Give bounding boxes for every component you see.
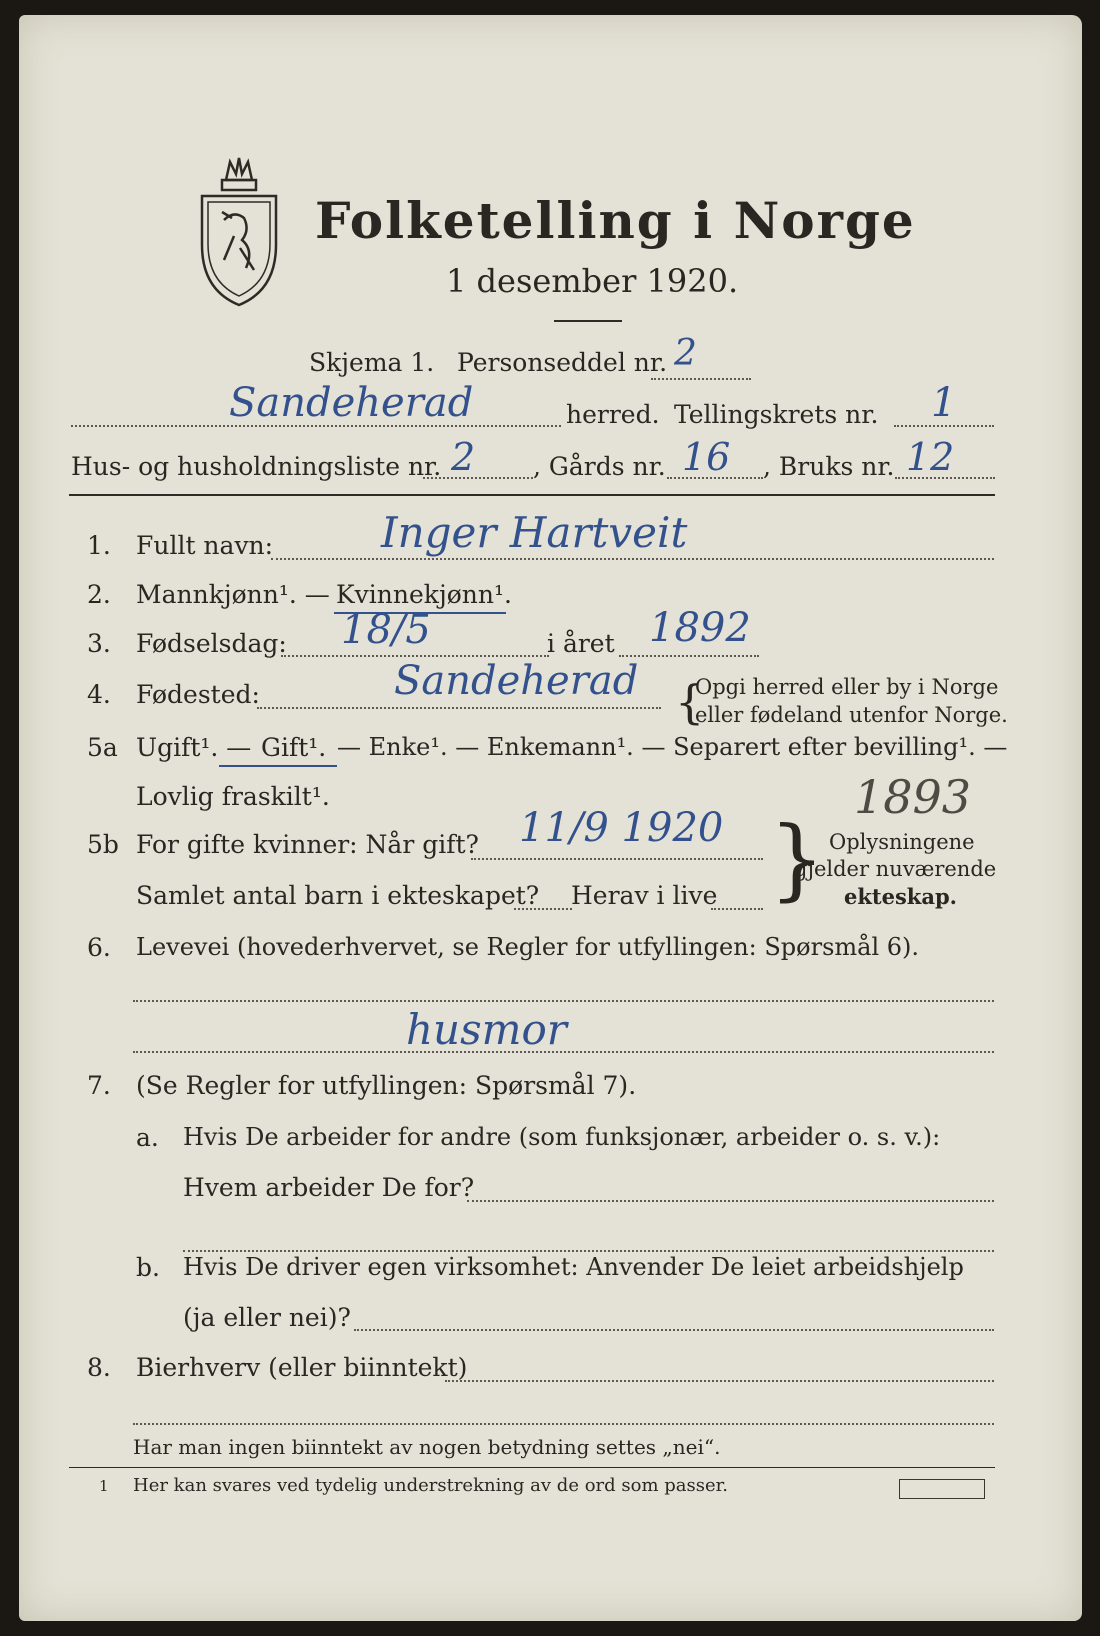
q4-label: Fødested: bbox=[136, 680, 260, 709]
q2-number: 2. bbox=[87, 580, 111, 609]
personseddel-label: Personseddel nr. bbox=[457, 348, 668, 377]
q1-line bbox=[271, 558, 994, 560]
printer-stamp bbox=[899, 1479, 985, 1499]
q7a-sub: Hvem arbeider De for? bbox=[183, 1173, 475, 1202]
q6-label: Levevei (hovederhvervet, se Regler for utfyllingen: Spørsmål 6). bbox=[136, 933, 920, 961]
q7b-line bbox=[354, 1329, 994, 1331]
q6-line1 bbox=[133, 1000, 994, 1002]
herred-label: herred. bbox=[566, 400, 660, 429]
q3-label: Fødselsdag: bbox=[136, 629, 287, 658]
q5b-alive-label: Herav i live bbox=[571, 881, 718, 910]
q5b-number: 5b bbox=[87, 830, 119, 859]
herred-value: Sandeherad bbox=[229, 380, 474, 426]
q5a-gift: Gift¹. bbox=[261, 733, 327, 762]
personseddel-line bbox=[651, 378, 751, 380]
q1-value: Inger Hartveit bbox=[381, 508, 688, 557]
bruks-value: 12 bbox=[906, 435, 955, 479]
q3-year-label: i året bbox=[547, 629, 615, 658]
tellingskrets-label: Tellingskrets nr. bbox=[674, 400, 879, 429]
q5b-brace: } bbox=[769, 807, 825, 910]
q5b-children-line bbox=[514, 908, 572, 910]
q5a-margin-note: 1893 bbox=[854, 770, 972, 824]
header-rule bbox=[69, 494, 995, 496]
q7-label: (Se Regler for utfyllingen: Spørsmål 7). bbox=[136, 1071, 637, 1100]
q4-note1: Opgi herred eller by i Norge bbox=[695, 675, 999, 699]
q3-year-value: 1892 bbox=[649, 605, 751, 651]
census-form bbox=[19, 15, 1082, 1621]
form-title: Folketelling i Norge bbox=[315, 191, 916, 250]
q5b-children-label: Samlet antal barn i ekteskapet? bbox=[136, 881, 540, 910]
q7-number: 7. bbox=[87, 1071, 111, 1100]
q4-number: 4. bbox=[87, 680, 111, 709]
husliste-value: 2 bbox=[451, 435, 476, 479]
q5b-note3: ekteskap. bbox=[844, 884, 957, 909]
q3-value: 18/5 bbox=[341, 607, 431, 653]
q5b-label: For gifte kvinner: Når gift? bbox=[136, 830, 479, 859]
q8-label: Bierhverv (eller biinntekt) bbox=[136, 1353, 468, 1382]
q5a-rest: — Enke¹. — Enkemann¹. — Separert efter bevilling¹. — bbox=[337, 733, 1008, 761]
footnote-text: Her kan svares ved tydelig understrekning av de ord som passer. bbox=[133, 1475, 728, 1496]
q8-note: Har man ingen biinntekt av nogen betydning settes „nei“. bbox=[133, 1435, 721, 1459]
q7b-letter: b. bbox=[136, 1253, 160, 1282]
footnote-rule bbox=[69, 1467, 995, 1468]
q3-line bbox=[281, 655, 549, 657]
q5a-line2: Lovlig fraskilt¹. bbox=[136, 782, 330, 811]
q5a-gift-underline bbox=[219, 765, 337, 767]
q4-line bbox=[257, 707, 661, 709]
census-date: 1 desember 1920. bbox=[446, 262, 739, 300]
q1-label: Fullt navn: bbox=[136, 531, 274, 560]
q7b-sub: (ja eller nei)? bbox=[183, 1303, 351, 1332]
q3-number: 3. bbox=[87, 629, 111, 658]
q4-note2: eller fødeland utenfor Norge. bbox=[695, 703, 1008, 727]
q8-line2 bbox=[133, 1423, 994, 1425]
q4-brace: { bbox=[675, 675, 705, 729]
q7a-text: Hvis De arbeider for andre (som funksjonær, arbeider o. s. v.): bbox=[183, 1123, 941, 1151]
q5a-ugift: Ugift¹. — bbox=[136, 733, 252, 762]
q7a-line1 bbox=[467, 1200, 994, 1202]
q6-line2 bbox=[133, 1051, 994, 1053]
q3-year-line bbox=[619, 655, 759, 657]
tellingskrets-value: 1 bbox=[931, 380, 957, 426]
q8-line1 bbox=[445, 1380, 994, 1382]
q8-number: 8. bbox=[87, 1353, 111, 1382]
husliste-line bbox=[423, 477, 533, 479]
gards-label: , Gårds nr. bbox=[533, 452, 666, 481]
q2-male: Mannkjønn¹. — bbox=[136, 580, 330, 609]
norwegian-coat-of-arms-icon bbox=[194, 140, 284, 310]
personseddel-value: 2 bbox=[674, 333, 697, 374]
q7a-letter: a. bbox=[136, 1123, 159, 1152]
q4-value: Sandeherad bbox=[394, 658, 639, 704]
q7a-line2 bbox=[183, 1250, 994, 1252]
q5b-alive-line bbox=[711, 908, 763, 910]
q1-number: 1. bbox=[87, 531, 111, 560]
gards-value: 16 bbox=[682, 435, 731, 479]
husliste-label: Hus- og husholdningsliste nr. bbox=[71, 452, 442, 481]
bruks-label: , Bruks nr. bbox=[763, 452, 895, 481]
q6-value: husmor bbox=[406, 1005, 567, 1054]
q5b-value: 11/9 1920 bbox=[519, 805, 724, 851]
q5a-number: 5a bbox=[87, 733, 118, 762]
q5b-note1: Oplysningene bbox=[829, 830, 975, 854]
q5b-note2: gjelder nuværende bbox=[794, 857, 997, 881]
q5b-line bbox=[471, 858, 763, 860]
q7b-text: Hvis De driver egen virksomhet: Anvender De leiet arbeidshjelp bbox=[183, 1253, 964, 1281]
title-divider bbox=[554, 320, 622, 322]
q6-number: 6. bbox=[87, 933, 111, 962]
q2-female: Kvinnekjønn¹. bbox=[336, 580, 512, 609]
footnote-number: 1 bbox=[99, 1477, 109, 1495]
schema-label: Skjema 1. bbox=[309, 348, 435, 377]
